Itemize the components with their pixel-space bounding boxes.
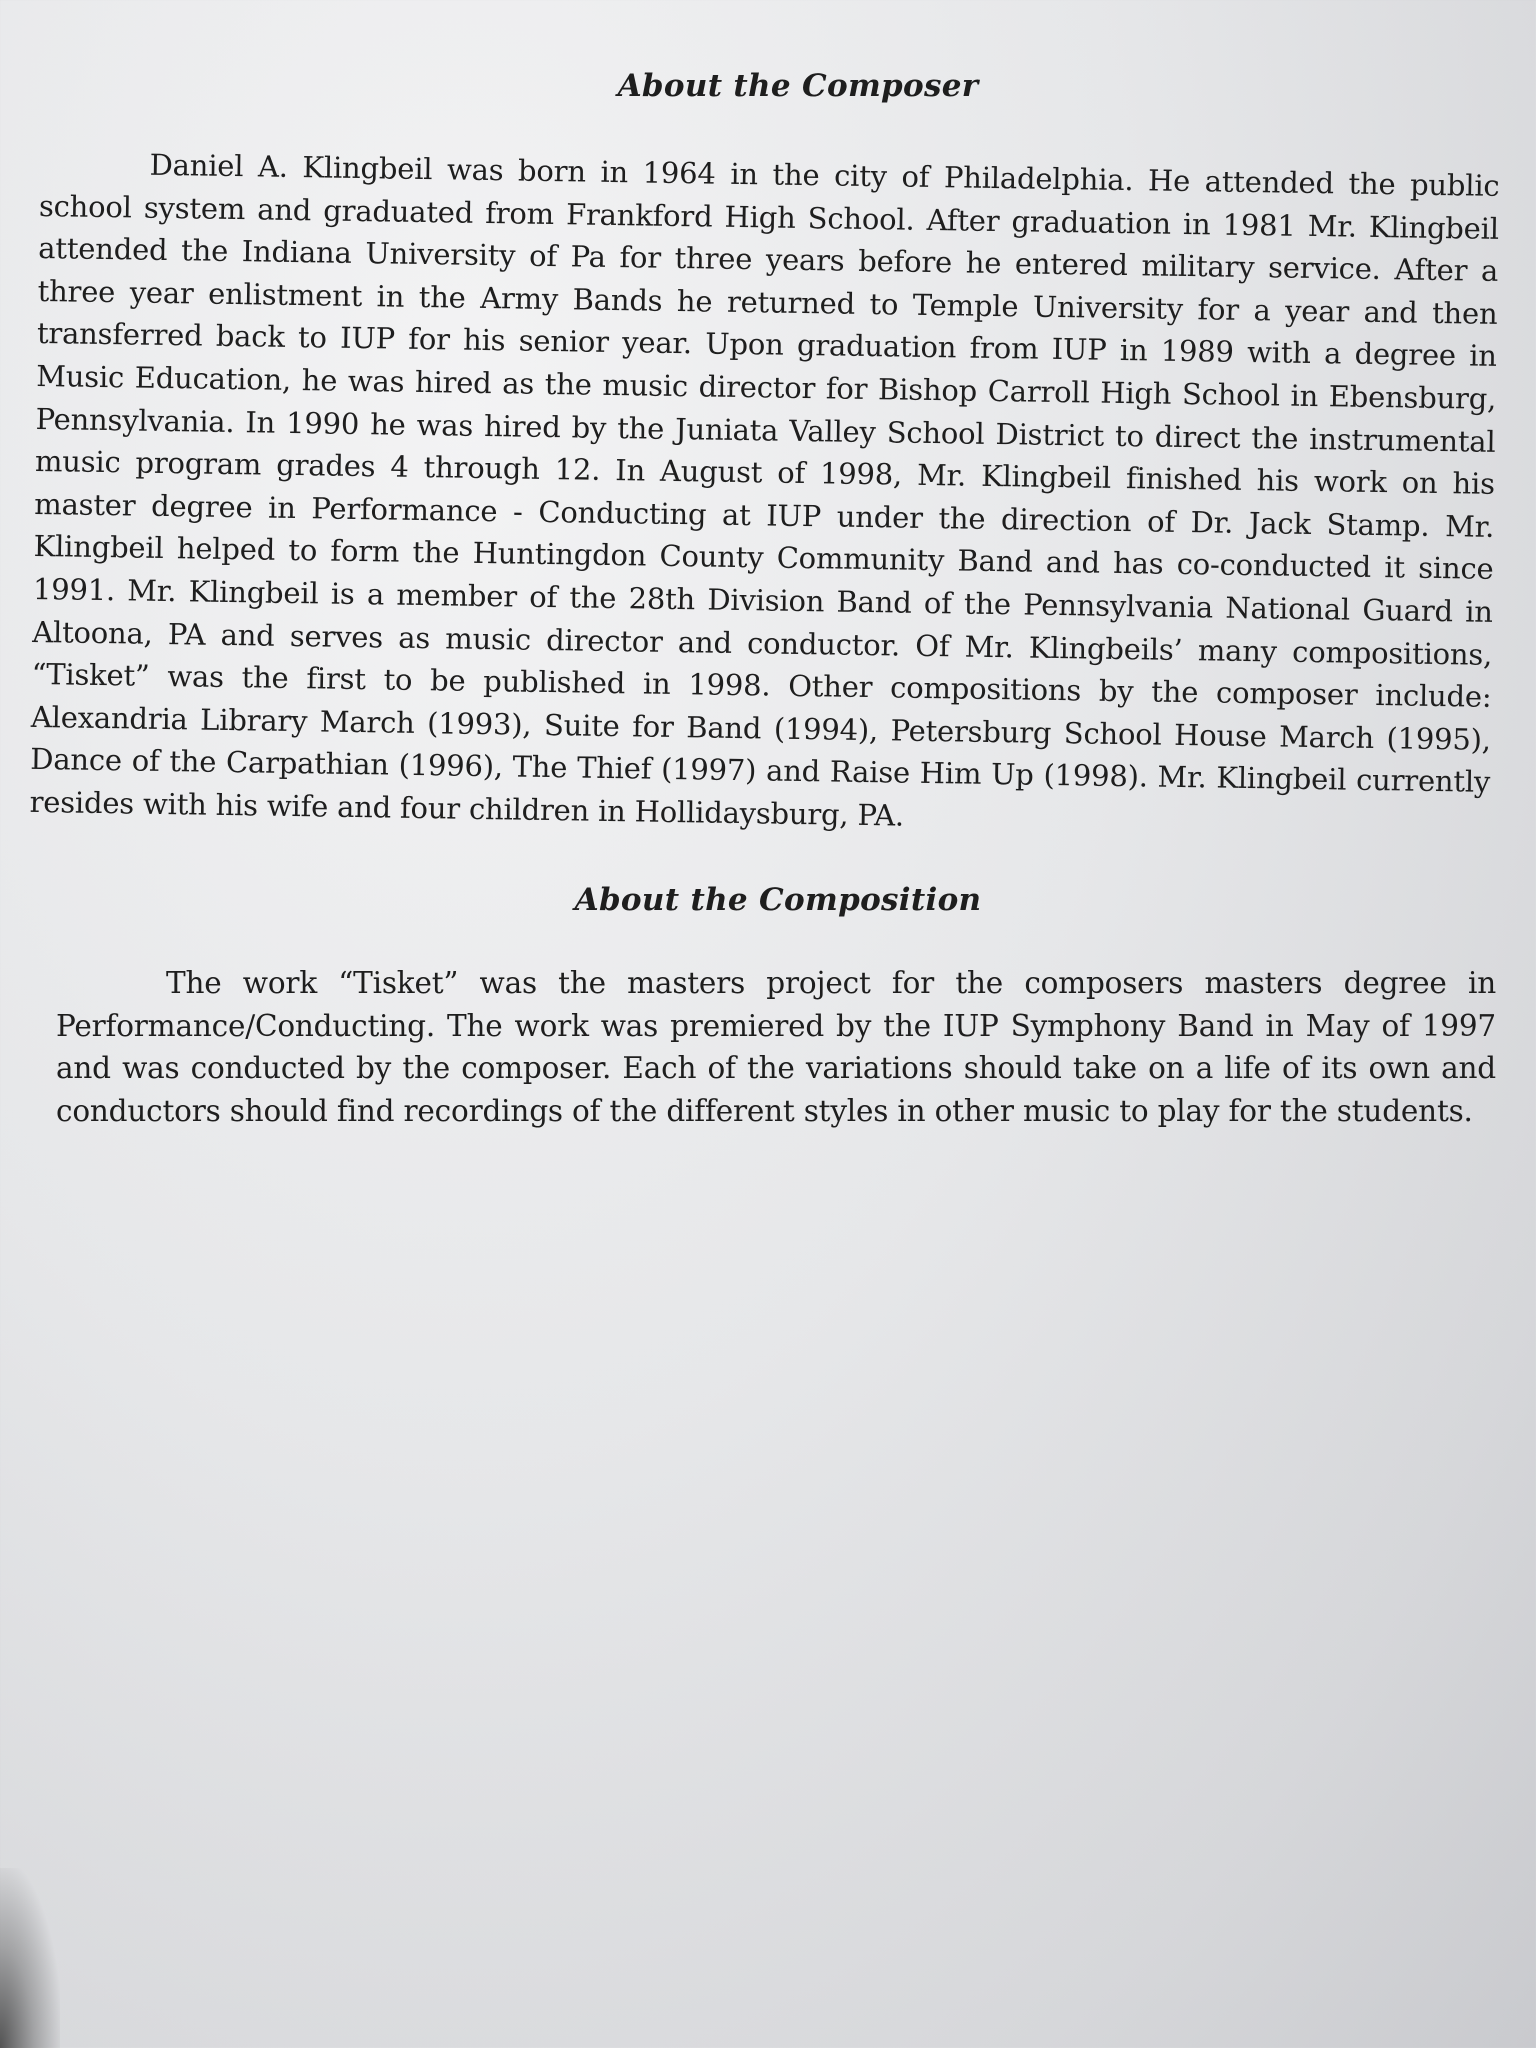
composition-notes bbox=[56, 962, 1496, 1132]
page-shadow bbox=[0, 1868, 60, 2048]
composition-notes-text: The work “Tisket” was the masters project for the composers masters degree in Performance/Conducting. The work was premiered by the IUP Symphony Band in May of 1997 and was conducted by the composer. Each of the variations should take on a life of its own and conductors should find recordings of the different styles in other music to play for the students. bbox=[56, 966, 1496, 1128]
composer-bio bbox=[29, 142, 1500, 846]
composer-bio-text: Daniel A. Klingbeil was born in 1964 in the city of Philadelphia. He attended the public school system and graduated from Frankford High School. After graduation in 1981 Mr. Klingbeil attended the Indiana University of Pa for three years before he entered military service. After a three year enlistment in the Army Bands he returned to Temple University for a year and then transferred back to IUP for his senior year. Upon graduation from IUP in 1989 with a degree in Music Education, he was hired as the music director for Bishop Carroll High School in Ebensburg, Pennsylvania. In 1990 he was hired by the Juniata Valley School District to direct the instrumental music program grades 4 through 12. In August of 1998, Mr. Klingbeil finished his work on his master degree in Performance - Conducting at IUP under the direction of Dr. Jack Stamp. Mr. Klingbeil helped to form the Huntingdon County Community Band and has co-conducted it since 1991. Mr. Klingbeil is a member of the 28th Division Band of the Pennsylvania National Guard in Altoona, PA and serves as music director and conductor. Of Mr. Klingbeils’ many compositions, “Tisket” was the first to be published in 1998. Other compositions by the composer include: Alexandria Library March (1993), Suite for Band (1994), Petersburg School House March (1995), Dance of the Carpathian (1996), The Thief (1997) and Raise Him Up (1998). Mr. Klingbeil currently resides with his wife and four children in Hollidaysburg, PA. bbox=[29, 147, 1500, 833]
composition-heading: About the Composition bbox=[574, 882, 982, 918]
composer-heading: About the Composer bbox=[617, 68, 979, 104]
